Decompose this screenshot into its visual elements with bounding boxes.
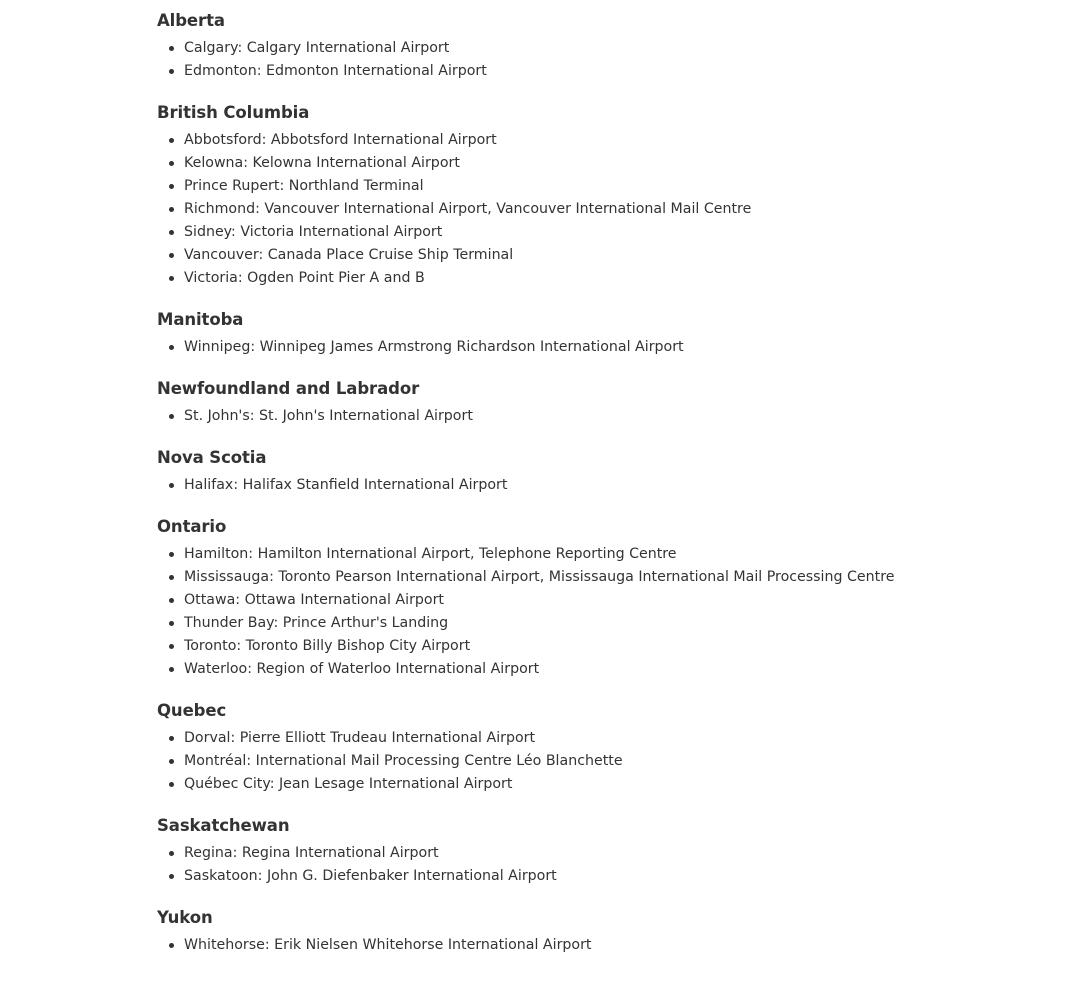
location-list [157,336,1057,359]
list-item: Calgary: Calgary International Airport [184,37,1057,60]
province-heading: British Columbia [157,103,310,122]
list-item: Winnipeg: Winnipeg James Armstrong Richardson International Airport [184,336,1057,359]
province-location-list [157,8,1057,957]
list-item: Halifax: Halifax Stanfield International Airport [184,474,1057,497]
province-heading: Alberta [157,11,225,30]
list-item: Kelowna: Kelowna International Airport [184,152,1057,175]
list-item: Prince Rupert: Northland Terminal [184,175,1057,198]
list-item: Montréal: International Mail Processing Centre Léo Blanchette [184,750,1057,773]
list-item: Thunder Bay: Prince Arthur's Landing [184,612,1057,635]
province-heading: Yukon [157,908,213,927]
list-item: Toronto: Toronto Billy Bishop City Airport [184,635,1057,658]
list-item: Québec City: Jean Lesage International Airport [184,773,1057,796]
location-list [157,727,1057,796]
list-item: Richmond: Vancouver International Airport, Vancouver International Mail Centre [184,198,1057,221]
list-item: Victoria: Ogden Point Pier A and B [184,267,1057,290]
list-item: Waterloo: Region of Waterloo International Airport [184,658,1057,681]
province-heading: Manitoba [157,310,244,329]
list-item: Dorval: Pierre Elliott Trudeau International Airport [184,727,1057,750]
list-item: St. John's: St. John's International Airport [184,405,1057,428]
province-heading: Saskatchewan [157,816,290,835]
province-section-ontario [157,514,1057,681]
province-section-yukon [157,905,1057,957]
province-heading: Quebec [157,701,227,720]
province-section-nova-scotia [157,445,1057,497]
location-list [157,842,1057,888]
list-item: Hamilton: Hamilton International Airport, Telephone Reporting Centre [184,543,1057,566]
list-item: Sidney: Victoria International Airport [184,221,1057,244]
province-section-newfoundland-and-labrador [157,376,1057,428]
list-item: Vancouver: Canada Place Cruise Ship Terminal [184,244,1057,267]
location-list [157,37,1057,83]
province-heading: Newfoundland and Labrador [157,379,420,398]
province-section-british-columbia [157,100,1057,290]
list-item: Regina: Regina International Airport [184,842,1057,865]
location-list [157,129,1057,290]
province-section-saskatchewan [157,813,1057,888]
location-list [157,474,1057,497]
province-section-manitoba [157,307,1057,359]
province-section-quebec [157,698,1057,796]
list-item: Edmonton: Edmonton International Airport [184,60,1057,83]
list-item: Whitehorse: Erik Nielsen Whitehorse International Airport [184,934,1057,957]
location-list [157,543,1057,681]
list-item: Ottawa: Ottawa International Airport [184,589,1057,612]
province-heading: Nova Scotia [157,448,267,467]
province-heading: Ontario [157,517,227,536]
province-section-alberta [157,8,1057,83]
location-list [157,405,1057,428]
list-item: Mississauga: Toronto Pearson International Airport, Mississauga International Mail Processing Centre [184,566,1057,589]
location-list [157,934,1057,957]
list-item: Abbotsford: Abbotsford International Airport [184,129,1057,152]
list-item: Saskatoon: John G. Diefenbaker International Airport [184,865,1057,888]
